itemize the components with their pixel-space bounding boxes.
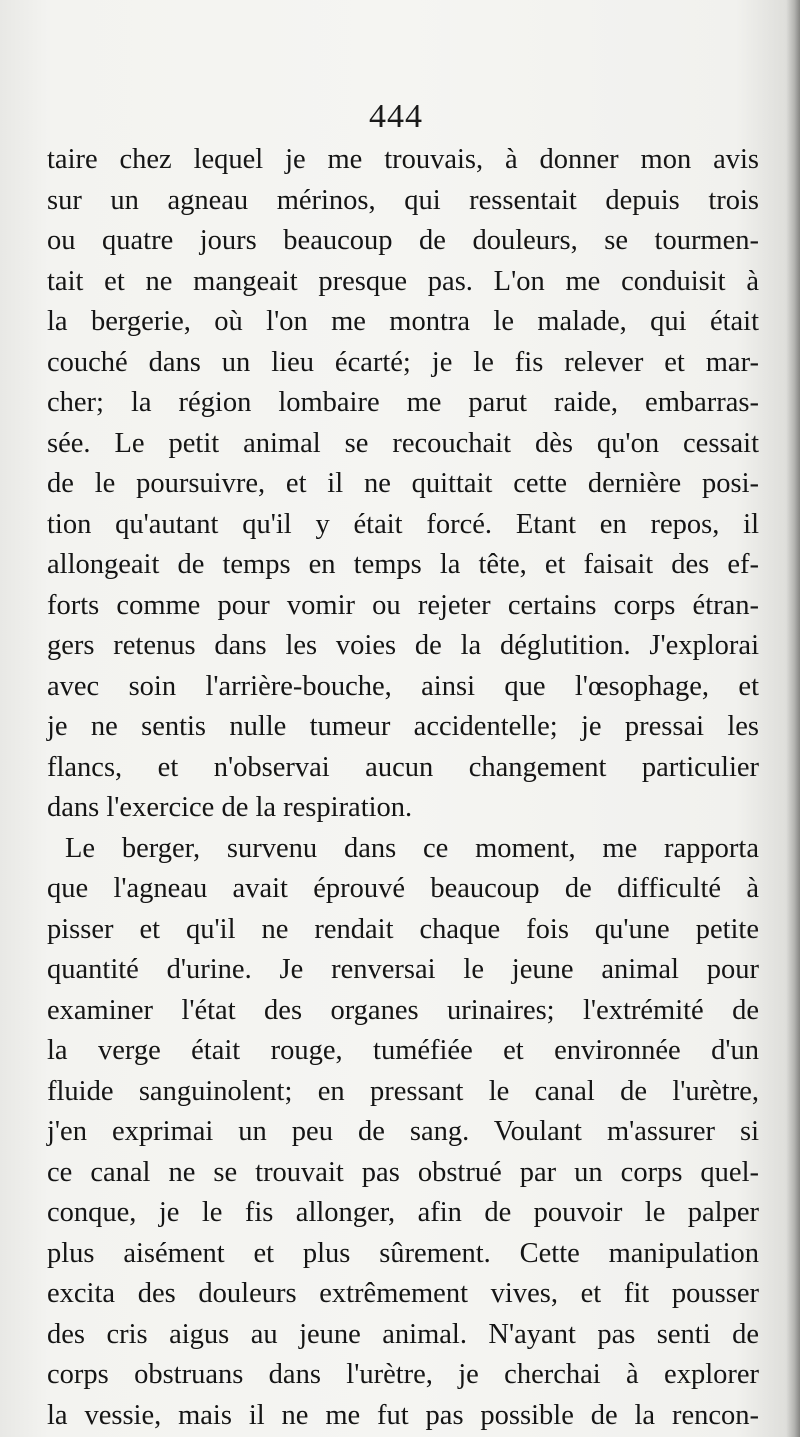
text-line: allongeait de temps en temps la tête, et faisait des ef- — [47, 549, 759, 580]
text-line: taire chez lequel je me trouvais, à donner mon avis — [47, 144, 759, 175]
text-line: conque, je le fis allonger, afin de pouvoir le palper — [47, 1197, 759, 1228]
text-line: ou quatre jours beaucoup de douleurs, se tourmen- — [47, 225, 759, 256]
text-line: tait et ne mangeait presque pas. L'on me conduisit à — [47, 265, 759, 297]
text-line: gers retenus dans les voies de la déglutition. J'explorai — [47, 630, 759, 661]
text-line: forts comme pour vomir ou rejeter certains corps étran- — [47, 589, 759, 621]
text-line: avec soin l'arrière-bouche, ainsi que l'œsophage, et — [47, 670, 759, 702]
text-line: de le poursuivre, et il ne quittait cette dernière posi- — [47, 468, 759, 499]
paragraph — [47, 140, 759, 829]
text-line: cher; la région lombaire me parut raide, embarras- — [47, 387, 759, 418]
text-line: la bergerie, où l'on me montra le malade, qui était — [47, 306, 759, 337]
text-line: excita des douleurs extrêmement vives, et fit pousser — [47, 1278, 759, 1309]
text-line: je ne sentis nulle tumeur accidentelle; je pressai les — [47, 711, 759, 742]
text-line: sée. Le petit animal se recouchait dès qu'on cessait — [47, 427, 759, 459]
text-line: couché dans un lieu écarté; je le fis relever et mar- — [47, 346, 759, 378]
page-number: 444 — [369, 98, 423, 135]
body-text — [47, 140, 759, 1436]
paragraph — [47, 829, 759, 1437]
text-line: que l'agneau avait éprouvé beaucoup de difficulté à — [47, 873, 759, 904]
text-line: plus aisément et plus sûrement. Cette manipulation — [47, 1237, 759, 1269]
text-line: fluide sanguinolent; en pressant le canal de l'urètre, — [47, 1075, 759, 1107]
text-line: quantité d'urine. Je renversai le jeune animal pour — [47, 954, 759, 985]
text-line: flancs, et n'observai aucun changement particulier — [47, 751, 759, 783]
text-line: sur un agneau mérinos, qui ressentait depuis trois — [47, 184, 759, 216]
page-edge-shadow — [786, 0, 800, 1437]
text-line: des cris aigus au jeune animal. N'ayant pas senti de — [47, 1318, 759, 1350]
text-line: pisser et qu'il ne rendait chaque fois qu'une petite — [47, 913, 759, 945]
text-line: corps obstruans dans l'urètre, je cherchai à explorer — [47, 1359, 759, 1390]
text-line: tion qu'autant qu'il y était forcé. Etant en repos, il — [47, 508, 759, 540]
text-line: Le berger, survenu dans ce moment, me rapporta — [65, 832, 759, 864]
text-line: la verge était rouge, tuméfiée et environnée d'un — [47, 1035, 759, 1066]
text-line: ce canal ne se trouvait pas obstrué par un corps quel- — [47, 1156, 759, 1188]
text-line: dans l'exercice de la respiration. — [47, 792, 413, 823]
text-line: la vessie, mais il ne me fut pas possible de la rencon- — [47, 1399, 759, 1431]
text-line: examiner l'état des organes urinaires; l'extrémité de — [47, 994, 759, 1026]
text-line: j'en exprimai un peu de sang. Voulant m'assurer si — [47, 1116, 759, 1147]
